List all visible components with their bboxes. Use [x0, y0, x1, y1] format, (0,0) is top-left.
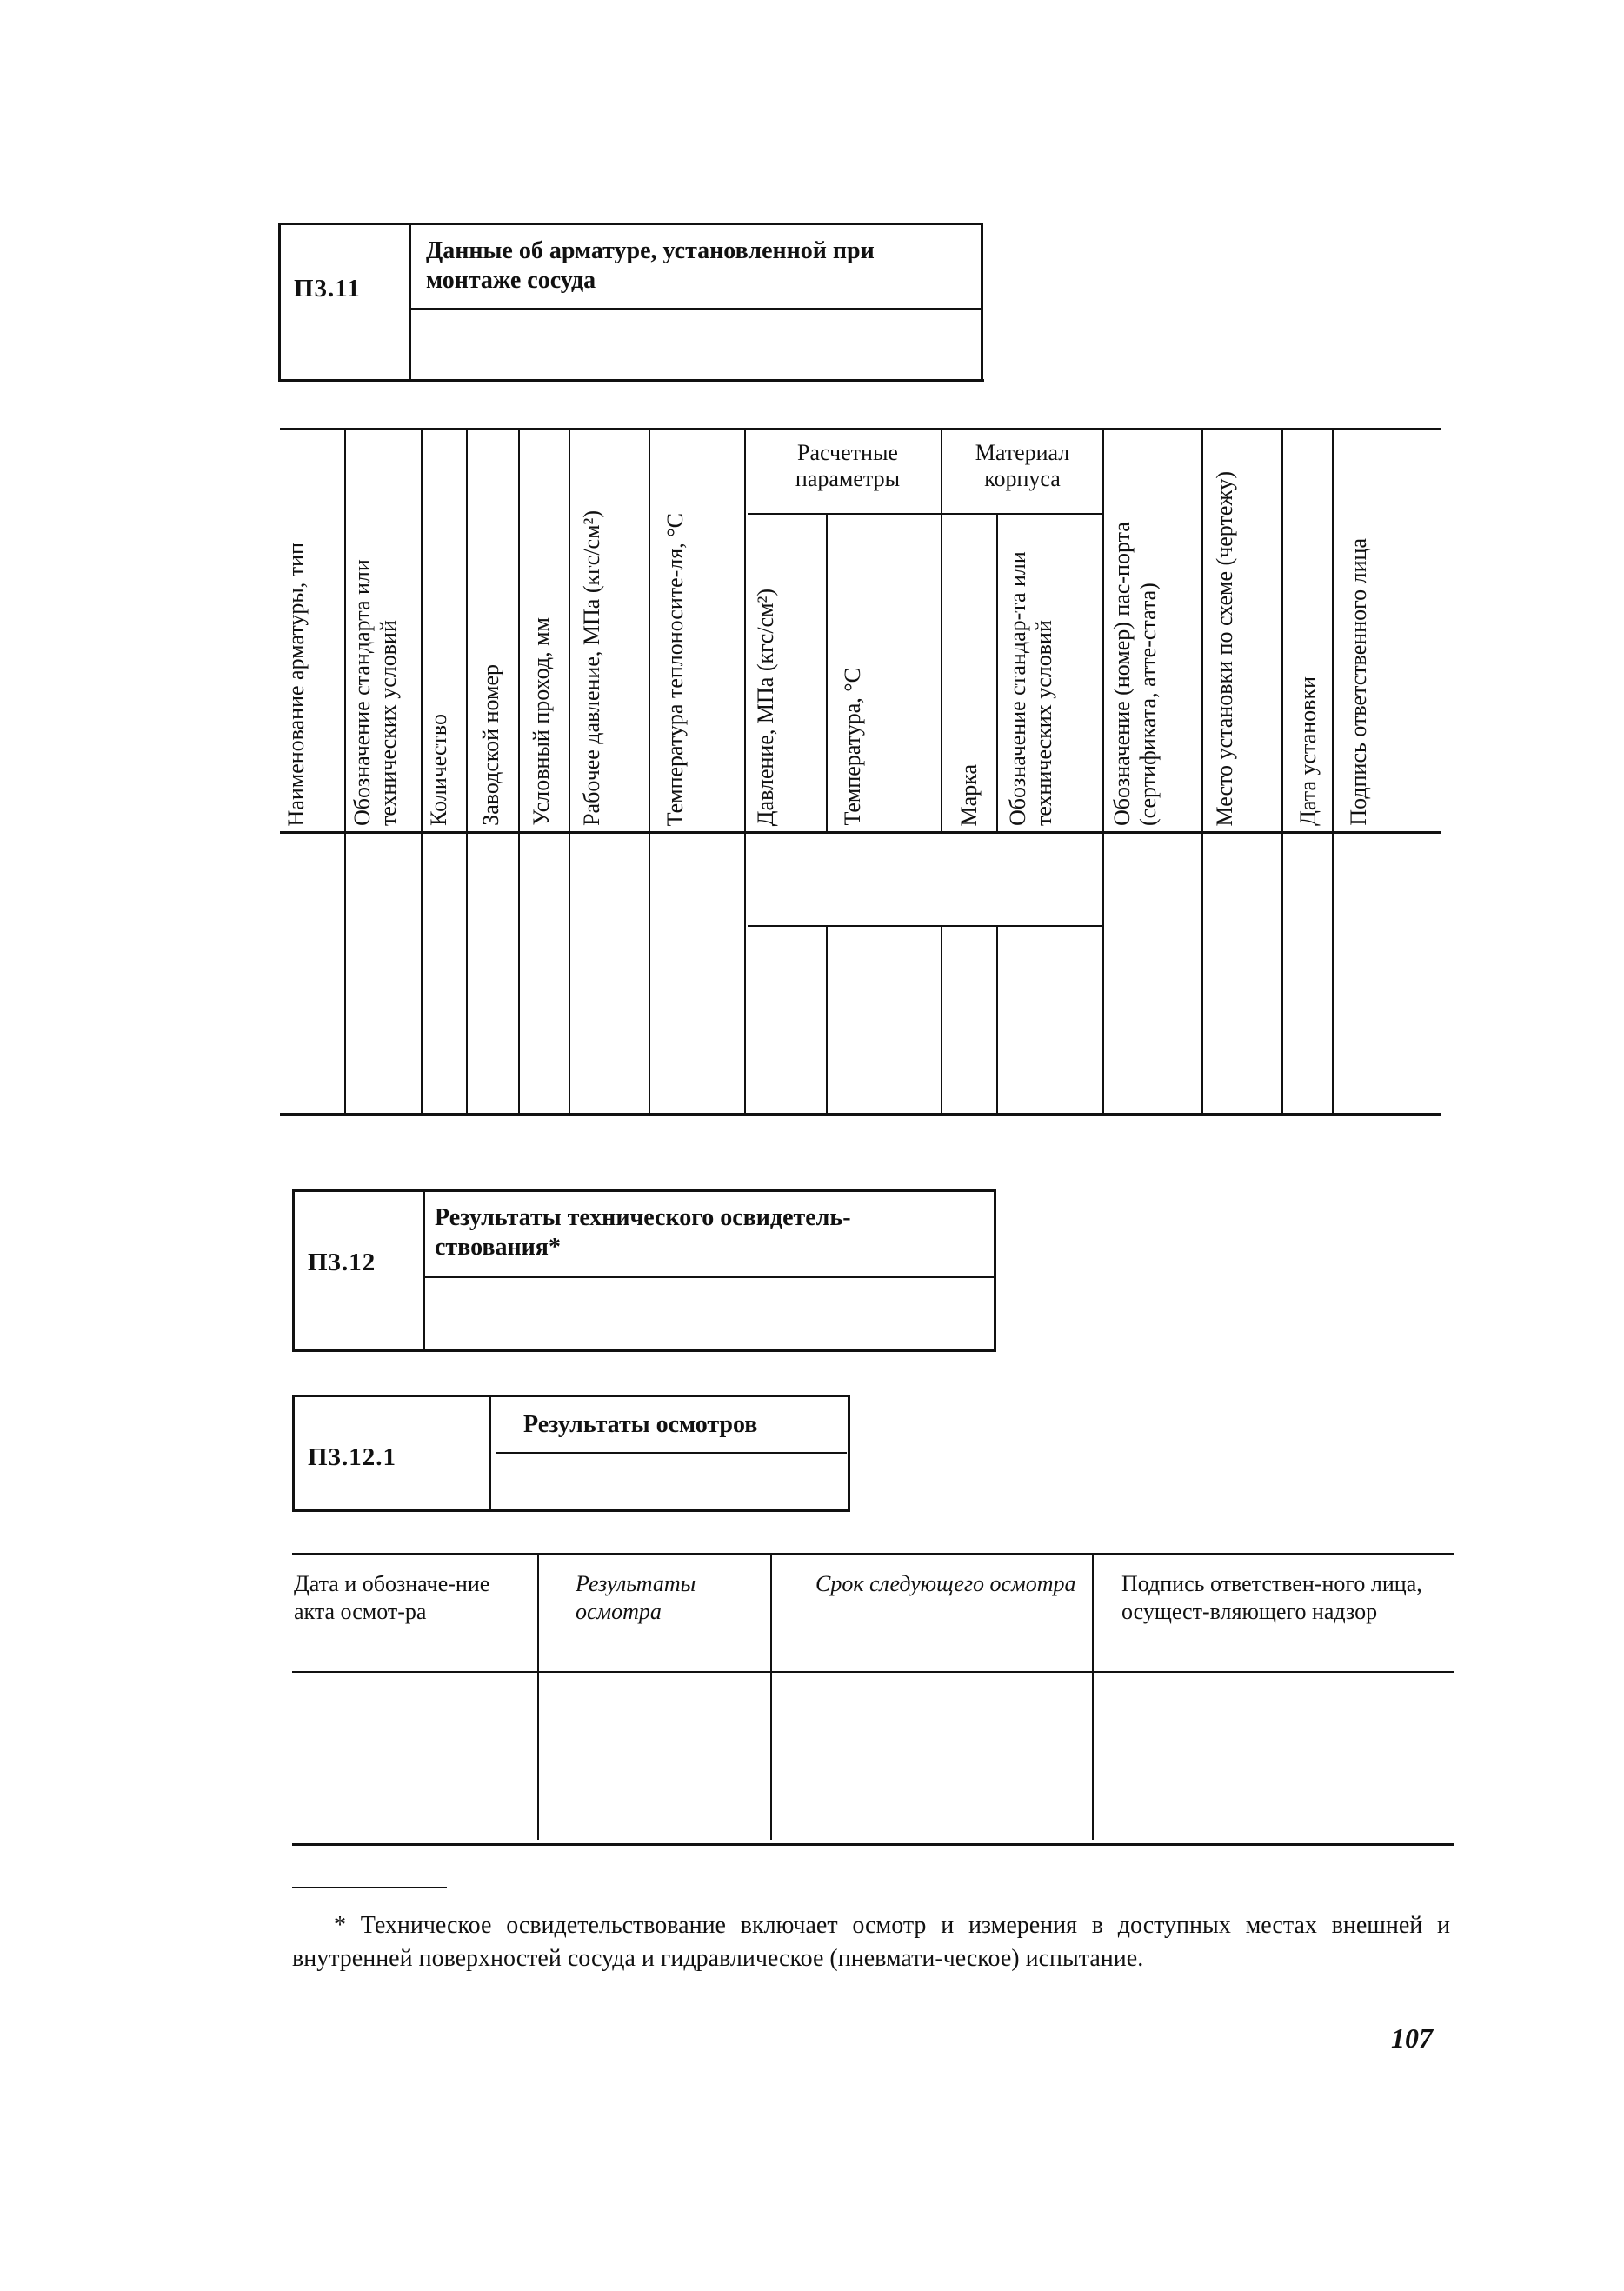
col-header-text: Обозначение (номер) пас-порта (сертификата, атте-стата) [1109, 522, 1161, 826]
col-header-text: Температура, °С [840, 668, 865, 826]
section-code: П3.12 [308, 1249, 376, 1276]
col-header-calc-temperature [840, 522, 935, 826]
footnote: * Техническое освидетельствование включает осмотр и измерения в доступных местах внешней и внутренней поверхностей сосуда и гидравлическое (пневмати-ческое) испытание. [292, 1912, 1450, 1972]
col-header-material-grade [956, 522, 996, 826]
col-header-text: Обозначение стандар-та или технических условий [1005, 551, 1056, 826]
col-header-working-pressure [579, 435, 649, 826]
col-header-supervisor-signature: Подпись ответствен-ного лица, осущест-вляющего надзор [1121, 1571, 1422, 1624]
col-header-signature [1346, 435, 1424, 826]
col-header-text: Температура теплоносите-ля, °С [662, 512, 688, 826]
section-title: Результаты осмотров [523, 1411, 758, 1438]
page-number: 107 [1391, 2022, 1433, 2054]
col-header-nominal-bore [529, 435, 569, 826]
col-header-passport-number [1109, 435, 1200, 826]
col-header-text: Условный проход, мм [529, 617, 554, 826]
col-header-standard [349, 435, 419, 826]
col-header-next-term: Срок следующего осмотра [815, 1571, 1076, 1596]
col-header-text: Наименование арматуры, тип [283, 542, 309, 826]
footnote-divider [292, 1887, 447, 1888]
col-header-text: Заводской номер [478, 664, 503, 826]
section-code: П3.12.1 [308, 1443, 397, 1471]
col-header-quantity [426, 435, 466, 826]
col-header-coolant-temperature [662, 435, 741, 826]
col-header-calc-pressure [753, 522, 826, 826]
col-header-text: Количество [426, 714, 451, 826]
col-header-armature-name [283, 435, 344, 826]
group-header-calc: Расчетные параметры [795, 440, 901, 491]
col-header-text: Рабочее давление, МПа (кгс/см²) [579, 510, 604, 826]
col-header-install-date [1295, 435, 1332, 826]
group-header-material: Материал корпуса [975, 440, 1070, 491]
col-header-result: Результаты осмотра [576, 1571, 696, 1624]
col-header-text: Давление, МПа (кгс/см²) [753, 588, 778, 826]
col-header-text: Подпись ответственного лица [1346, 538, 1371, 826]
col-header-text: Марка [956, 763, 982, 826]
section-title: Результаты технического освидетель-ствования* [435, 1204, 851, 1261]
col-header-material-standard [1005, 522, 1101, 826]
col-header-install-location [1212, 435, 1280, 826]
col-header-text: Место установки по схеме (чертежу) [1212, 470, 1237, 826]
col-header-serial-number [478, 435, 518, 826]
col-header-text: Обозначение стандарта или технических условий [349, 559, 401, 826]
section-title: Данные об арматуре, установленной при монтаже сосуда [426, 237, 875, 294]
section-code: П3.11 [294, 275, 361, 303]
col-header-date: Дата и обозначе-ние акта осмот-ра [294, 1571, 490, 1624]
col-header-text: Дата установки [1295, 676, 1321, 826]
